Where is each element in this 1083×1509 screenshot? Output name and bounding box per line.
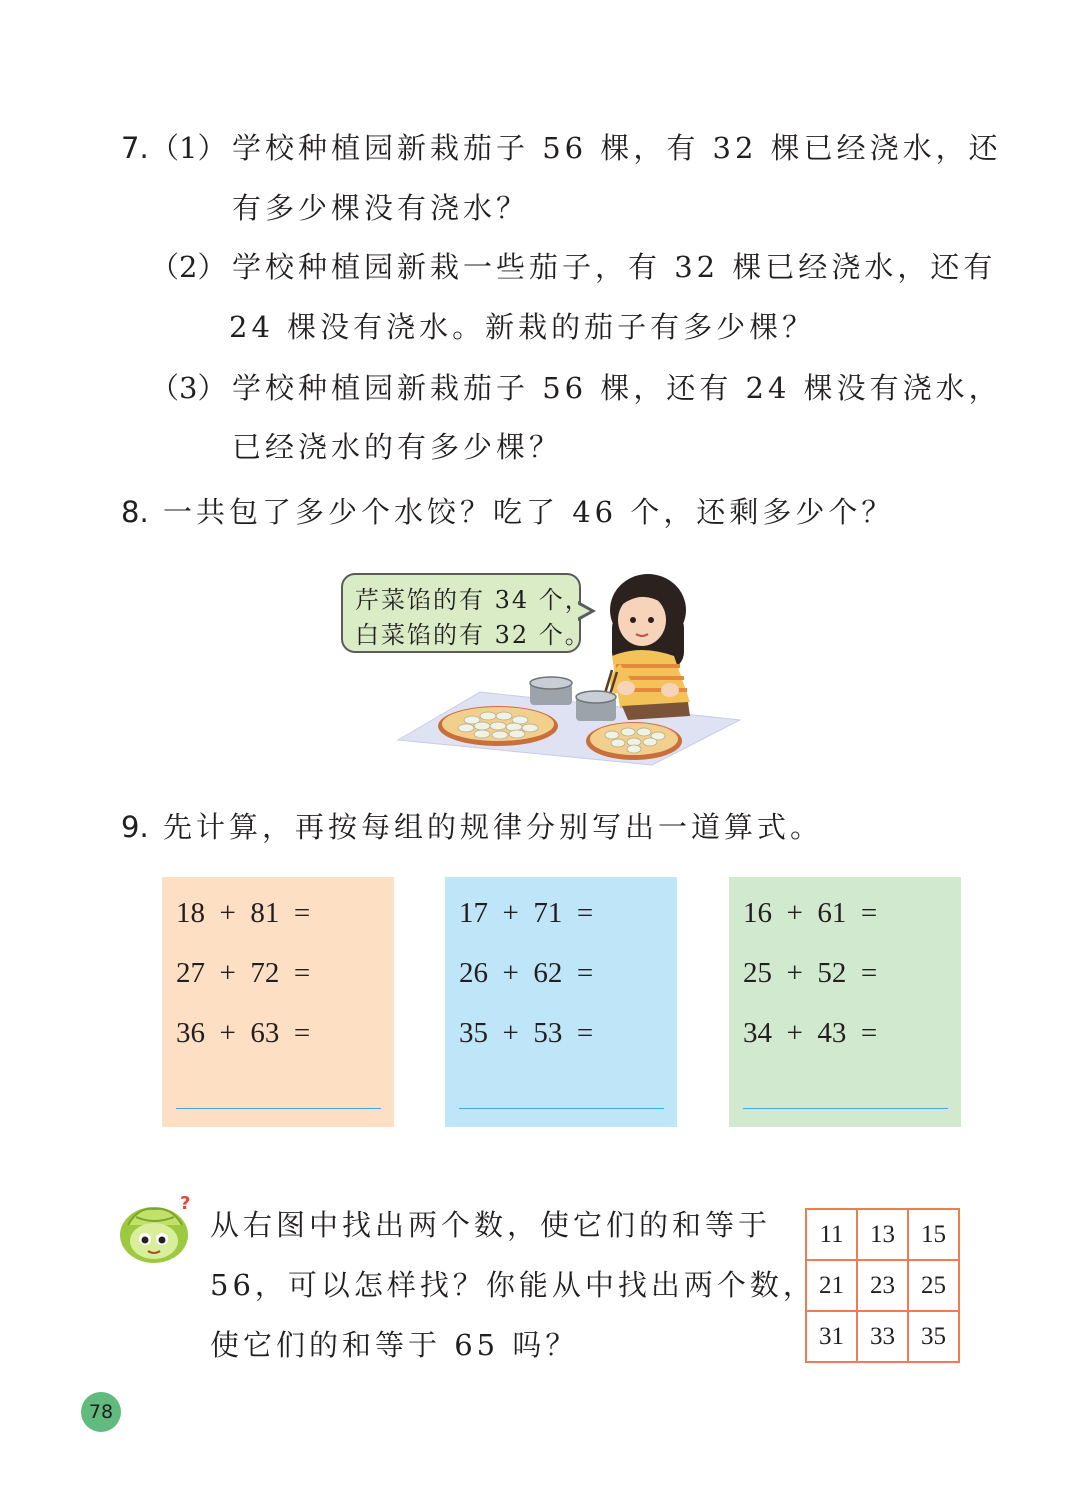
equation: 25 + 52 = xyxy=(743,957,878,989)
q7-part3-line1: 学校种植园新栽茄子 56 棵，还有 24 棵没有浇水， xyxy=(232,371,1002,405)
grid-cell[interactable]: 11 xyxy=(806,1209,857,1260)
q9-text: 先计算，再按每组的规律分别写出一道算式。 xyxy=(163,810,824,844)
q7-part1-line1: 学校种植园新栽茄子 56 棵，有 32 棵已经浇水，还 xyxy=(232,131,1002,165)
q9-number: 9. xyxy=(121,810,149,844)
equation: 34 + 43 = xyxy=(743,1017,878,1049)
equation: 35 + 53 = xyxy=(459,1017,594,1049)
grid-cell[interactable]: 31 xyxy=(806,1311,857,1362)
answer-line[interactable] xyxy=(743,1108,948,1109)
puzzle-line-1: 从右图中找出两个数，使它们的和等于 xyxy=(210,1208,772,1242)
grid-cell[interactable]: 35 xyxy=(908,1311,959,1362)
equation: 26 + 62 = xyxy=(459,957,594,989)
equation: 18 + 81 = xyxy=(176,897,311,929)
cabbage-mascot-icon xyxy=(118,1195,198,1267)
puzzle-line-3: 使它们的和等于 65 吗？ xyxy=(210,1328,579,1362)
equation-group-2 xyxy=(445,877,677,1127)
q8-text: 一共包了多少个水饺？吃了 46 个，还剩多少个？ xyxy=(163,495,895,529)
number-grid xyxy=(805,1208,960,1363)
answer-line[interactable] xyxy=(459,1108,664,1109)
q7-part3-label: （3） xyxy=(150,371,227,405)
equation-group-3 xyxy=(729,877,961,1127)
dumpling-illustration xyxy=(390,570,750,770)
svg-text:?: ? xyxy=(180,1195,191,1214)
grid-cell[interactable]: 23 xyxy=(857,1260,908,1311)
bubble-line-2: 白菜馅的有 32 个。 xyxy=(355,621,591,649)
bubble-line-1: 芹菜馅的有 34 个， xyxy=(355,586,591,614)
q7-part1-label: （1） xyxy=(150,131,227,165)
grid-cell[interactable]: 33 xyxy=(857,1311,908,1362)
grid-cell[interactable]: 15 xyxy=(908,1209,959,1260)
puzzle-line-2: 56，可以怎样找？你能从中找出两个数， xyxy=(210,1268,816,1302)
q7-part2-line2: 24 棵没有浇水。新栽的茄子有多少棵？ xyxy=(229,310,816,344)
q7-part2-line1: 学校种植园新栽一些茄子，有 32 棵已经浇水，还有 xyxy=(232,250,997,284)
grid-cell[interactable]: 21 xyxy=(806,1260,857,1311)
answer-line[interactable] xyxy=(176,1108,381,1109)
equation: 16 + 61 = xyxy=(743,897,878,929)
q7-part1-line2: 有多少棵没有浇水？ xyxy=(232,191,530,225)
grid-cell[interactable]: 25 xyxy=(908,1260,959,1311)
equation: 17 + 71 = xyxy=(459,897,594,929)
equation: 27 + 72 = xyxy=(176,957,311,989)
equation-group-1 xyxy=(162,877,394,1127)
q8-number: 8. xyxy=(121,495,149,529)
equation: 36 + 63 = xyxy=(176,1017,311,1049)
q7-part3-line2: 已经浇水的有多少棵？ xyxy=(232,430,563,464)
grid-cell[interactable]: 13 xyxy=(857,1209,908,1260)
q7-number: 7. xyxy=(121,131,149,165)
q7-part2-label: （2） xyxy=(150,250,227,284)
page-number: 78 xyxy=(81,1392,121,1432)
